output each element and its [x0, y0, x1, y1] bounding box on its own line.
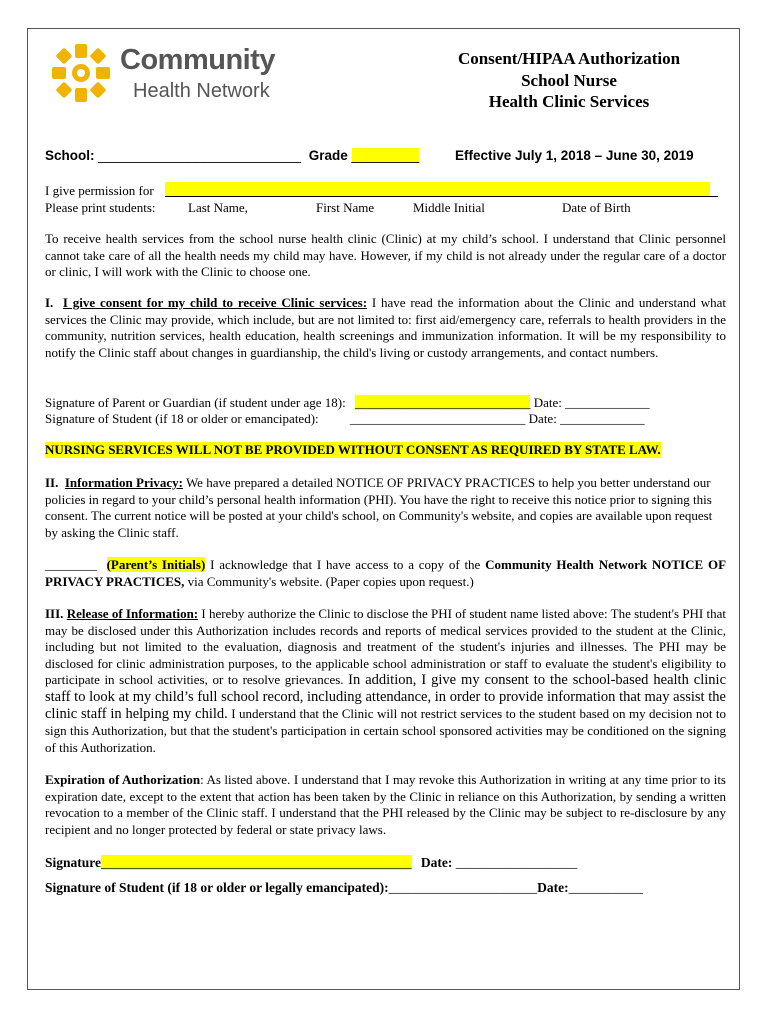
section-1	[45, 295, 726, 361]
parent-signature-input[interactable]: ___________________________	[354, 395, 531, 410]
final-student-date-label: Date:	[537, 880, 569, 895]
final-signature-input[interactable]: ______________________________________________	[101, 855, 412, 870]
last-name-label: Last Name,	[188, 200, 248, 215]
section-1-heading: I give consent for my child to receive Clinic services:	[62, 295, 368, 310]
final-signature-label: Signature	[45, 855, 102, 870]
section-2-body: We have prepared a detailed NOTICE OF PRIVACY PRACTICES to help you better understand our policies in regard to your child’s personal health information (PHI). You have the right to receive this notice prior to signing this consent. The current notice will be posted at your child's school, on Community's website, and copies are available upon request by asking the Clinic staff.	[45, 475, 713, 540]
parent-signature-label: Signature of Parent or Guardian (if student under age 18):	[45, 395, 346, 410]
nursing-notice: NURSING SERVICES WILL NOT BE PROVIDED WITHOUT CONSENT AS REQUIRED BY STATE LAW.	[45, 442, 661, 457]
grade-label: Grade	[308, 148, 348, 163]
dob-label: Date of Birth	[562, 200, 631, 215]
student-date-input[interactable]: _____________	[560, 411, 645, 426]
school-input[interactable]: ___________________________	[98, 148, 301, 163]
final-signature-row	[45, 855, 577, 871]
expiration-heading: Expiration of Authorization	[45, 772, 201, 787]
parent-date-input[interactable]: _____________	[565, 395, 650, 410]
intro-paragraph: To receive health services from the school nurse health clinic (Clinic) at my child’s school. I understand that Clinic personnel cannot take care of all the health needs my child may have. However, if my child is not already under the regular care of a doctor or clinic, I will work with the Clinic to choose one.	[45, 231, 726, 280]
student-signature-input[interactable]: ___________________________	[349, 411, 526, 426]
initials-bold: Community Health Network NOTICE OF PRIVACY PRACTICES,	[45, 557, 727, 589]
final-student-signature-row	[45, 880, 643, 896]
final-student-signature-input[interactable]: ______________________	[388, 880, 538, 895]
title-line-3: Health Clinic Services	[488, 92, 650, 111]
section-3-body-large: In addition, I give my consent to the school-based health clinic staff to look at my child’s full school record, including attendance, in order to provide information that may assist the clinic staff in helping my child.	[45, 672, 727, 723]
initials-label: (Parent’s Initials)	[106, 557, 206, 572]
logo-word-community: Community	[120, 44, 275, 76]
section-1-num: I.	[45, 295, 54, 310]
initials-input[interactable]: ________	[45, 557, 97, 572]
school-label: School:	[45, 148, 95, 163]
community-logo	[50, 42, 290, 104]
title-line-1: Consent/HIPAA Authorization	[457, 49, 681, 68]
parent-signature-row	[45, 395, 650, 411]
student-name-underline-tail	[710, 196, 718, 197]
student-signature-label: Signature of Student (if 18 or older or emancipated):	[45, 411, 319, 426]
print-students-label: Please print students:	[45, 200, 156, 215]
final-date-label: Date:	[420, 855, 453, 870]
student-date-label: Date:	[528, 411, 557, 426]
section-3-num: III.	[45, 606, 64, 621]
section-1-body: I have read the information about the Clinic and understand what services the Clinic may provide, which include, but are not limited to: first aid/emergency care, referrals to health providers in the community, nutrition services, health education, health screenings and immunization information. It will be my responsibility to notify the Clinic staff about changes in guardianship, the child's living or custody arrangements, and contact numbers.	[45, 295, 726, 360]
grade-input[interactable]: _________	[351, 148, 420, 163]
first-name-label: First Name	[316, 200, 375, 215]
section-3-body-2: I understand that the Clinic will not restrict services to the student based on my decision not to sign this Authorization, but that the student's participation in certain school sponsored activities may be conditioned on the signing of this Authorization.	[45, 706, 726, 755]
form-title	[430, 48, 708, 113]
permission-label: I give permission for	[45, 183, 154, 198]
effective-dates: Effective July 1, 2018 – June 30, 2019	[455, 148, 694, 163]
final-date-input[interactable]: __________________	[455, 855, 578, 870]
initials-text-2: via Community's website. (Paper copies upon request.)	[184, 573, 474, 589]
initials-paragraph	[45, 557, 726, 590]
expiration-paragraph	[45, 772, 726, 838]
expiration-body: : As listed above. I understand that I may revoke this Authorization in writing at any time prior to its expiration date, except to the extent that action has been taken by the Clinic in reliance on this Authorization, by sending a written revocation to a member of the Clinic staff. I understand that the PHI released by the Clinic may be subject to re-disclosure by any recipient and no longer protected by federal or state privacy laws.	[45, 772, 726, 837]
student-signature-row	[45, 411, 645, 427]
initials-text-1: I acknowledge that I have access to a copy of the	[205, 557, 486, 572]
student-name-input[interactable]	[165, 182, 710, 197]
section-3	[45, 606, 726, 757]
title-line-2: School Nurse	[521, 70, 617, 90]
logo-word-health-network: Health Network	[133, 80, 270, 102]
final-student-date-input[interactable]: ___________	[568, 880, 643, 895]
final-student-signature-label: Signature of Student (if 18 or older or legally emancipated):	[45, 880, 389, 895]
middle-initial-label: Middle Initial	[413, 200, 485, 215]
section-2	[45, 475, 726, 541]
section-2-num: II.	[45, 475, 59, 490]
school-row	[45, 148, 419, 163]
section-3-heading: Release of Information:	[66, 606, 199, 621]
logo-mark-icon	[50, 42, 112, 104]
section-3-body-1: I hereby authorize the Clinic to disclose the PHI of student name listed above: The student's PHI that may be disclosed under this Authorization includes records and reports of medical services provided to the student at the Clinic, including but not limited to the evaluation, diagnosis and treatment of the student's injuries and illnesses. The PHI may be disclosed for clinic administration purposes, to the applicable school administration or staff to evaluate the student's eligibility to participate in school activities, or to resolve grievances.	[45, 606, 727, 688]
section-2-heading: Information Privacy:	[64, 475, 183, 490]
parent-date-label: Date:	[533, 395, 562, 410]
